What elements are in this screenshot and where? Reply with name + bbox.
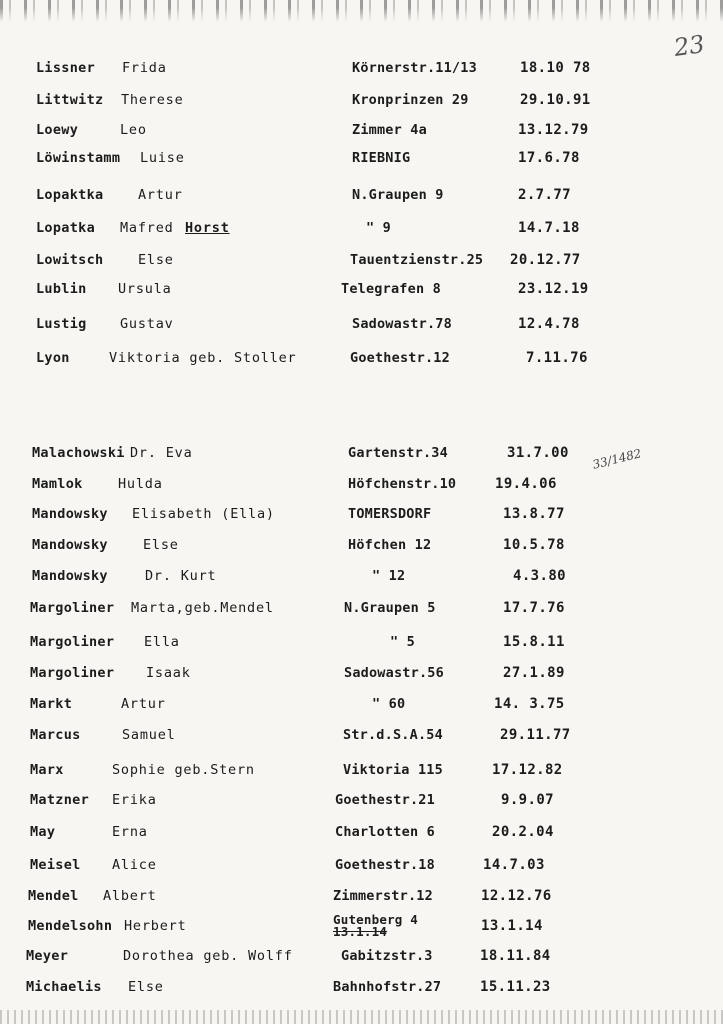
surname: Mandowsky [32, 537, 108, 553]
address: Höfchen 12 [348, 537, 432, 553]
surname: Lissner [36, 60, 95, 76]
page-number: 23 [672, 30, 707, 62]
address: Sadowastr.78 [352, 316, 452, 332]
surname: Mendelsohn [28, 918, 113, 934]
birth-date: 14.7.18 [518, 220, 580, 236]
list-row [0, 445, 723, 469]
surname: Meisel [30, 857, 81, 873]
list-row [0, 537, 723, 561]
birth-date: 18.11.84 [480, 948, 551, 964]
birth-date: 2.7.77 [518, 187, 571, 203]
surname: Marcus [30, 727, 81, 743]
surname: Mandowsky [32, 506, 108, 522]
given-name: Ursula [118, 281, 172, 297]
birth-date: 13.1.14 [481, 918, 543, 934]
address: Viktoria 115 [343, 762, 443, 778]
given-name: Dr. Kurt [145, 568, 217, 584]
given-name: Isaak [146, 665, 191, 681]
address: Charlotten 6 [335, 824, 435, 840]
birth-date: 27.1.89 [503, 665, 565, 681]
list-row [0, 316, 723, 340]
given-name: Hulda [118, 476, 163, 492]
birth-date: 19.4.06 [495, 476, 557, 492]
address: Telegrafen 8 [341, 281, 441, 297]
list-row [0, 979, 723, 1003]
given-name: Luise [140, 150, 185, 166]
given-name: Therese [121, 92, 184, 108]
surname: Littwitz [36, 92, 104, 108]
list-row [0, 727, 723, 751]
scan-top-edge [0, 0, 723, 22]
list-row [0, 60, 723, 84]
address: Kronprinzen 29 [352, 92, 469, 108]
surname: Margoliner [30, 634, 115, 650]
address: TOMERSDORF [348, 506, 432, 522]
list-row [0, 824, 723, 848]
given-name: Leo [120, 122, 147, 138]
list-row [0, 476, 723, 500]
birth-date: 4.3.80 [513, 568, 566, 584]
list-row [0, 350, 723, 374]
given-name: Viktoria geb. Stoller [109, 350, 297, 366]
list-row [0, 220, 723, 244]
address: Zimmerstr.12 [333, 888, 433, 904]
surname: Lopaktka [36, 187, 104, 203]
address: Goethestr.21 [335, 792, 435, 808]
surname: Markt [30, 696, 73, 712]
address-struck: 13.1.14 [333, 924, 388, 939]
address: N.Graupen 9 [352, 187, 444, 203]
address: Gabitzstr.3 [341, 948, 433, 964]
address: Str.d.S.A.54 [343, 727, 443, 743]
list-row [0, 252, 723, 276]
list-row [0, 792, 723, 816]
given-name: Herbert [124, 918, 187, 934]
given-name: Sophie geb.Stern [112, 762, 255, 778]
address: " 60 [372, 696, 406, 712]
list-row [0, 187, 723, 211]
list-row [0, 506, 723, 530]
given-name: Else [143, 537, 179, 553]
surname: Margoliner [30, 600, 115, 616]
surname: Mandowsky [32, 568, 108, 584]
birth-date: 23.12.19 [518, 281, 589, 297]
given-name: Dr. Eva [130, 445, 193, 461]
given-name: Samuel [122, 727, 176, 743]
birth-date: 17.12.82 [492, 762, 563, 778]
list-row [0, 600, 723, 624]
surname: Lopatka [36, 220, 95, 236]
birth-date: 13.12.79 [518, 122, 589, 138]
surname: Lublin [36, 281, 87, 297]
birth-date: 12.12.76 [481, 888, 552, 904]
given-name: Artur [121, 696, 166, 712]
birth-date: 15.8.11 [503, 634, 565, 650]
given-name-second: Horst [185, 220, 230, 236]
birth-date: 15.11.23 [480, 979, 551, 995]
birth-date: 29.11.77 [500, 727, 571, 743]
address: Goethestr.18 [335, 857, 435, 873]
given-name: Alice [112, 857, 157, 873]
list-row [0, 665, 723, 689]
address: Gutenberg 4 [333, 912, 418, 927]
birth-date: 12.4.78 [518, 316, 580, 332]
given-name: Else [138, 252, 174, 268]
birth-date: 31.7.00 [507, 445, 569, 461]
address: RIEBNIG [352, 150, 411, 166]
given-name: Elisabeth (Ella) [132, 506, 275, 522]
birth-date: 17.6.78 [518, 150, 580, 166]
surname: Lowitsch [36, 252, 104, 268]
birth-date: 14. 3.75 [494, 696, 565, 712]
address: Höfchenstr.10 [348, 476, 457, 492]
surname: Malachowski [32, 445, 125, 461]
birth-date: 13.8.77 [503, 506, 565, 522]
address: " 9 [366, 220, 391, 236]
address: Körnerstr.11/13 [352, 60, 477, 76]
list-row [0, 150, 723, 174]
surname: Mamlok [32, 476, 83, 492]
given-name: Mafred [120, 220, 174, 236]
given-name: Else [128, 979, 164, 995]
birth-date: 29.10.91 [520, 92, 591, 108]
birth-date: 9.9.07 [501, 792, 554, 808]
surname: Lyon [36, 350, 70, 366]
list-row [0, 92, 723, 116]
surname: Marx [30, 762, 64, 778]
surname: May [30, 824, 56, 840]
given-name: Frida [122, 60, 167, 76]
address: N.Graupen 5 [344, 600, 436, 616]
given-name: Marta,geb.Mendel [131, 600, 274, 616]
list-row [0, 281, 723, 305]
address: Zimmer 4a [352, 122, 427, 138]
given-name: Dorothea geb. Wolff [123, 948, 293, 964]
list-row [0, 888, 723, 912]
list-row [0, 762, 723, 786]
list-row [0, 634, 723, 658]
surname: Matzner [30, 792, 89, 808]
address: Sadowastr.56 [344, 665, 444, 681]
birth-date: 14.7.03 [483, 857, 545, 873]
given-name: Albert [103, 888, 157, 904]
surname: Mendel [28, 888, 79, 904]
address: Bahnhofstr.27 [333, 979, 442, 995]
margin-note: 33/1482 [591, 446, 643, 472]
given-name: Ella [144, 634, 180, 650]
surname: Margoliner [30, 665, 115, 681]
given-name: Gustav [120, 316, 174, 332]
birth-date: 20.2.04 [492, 824, 554, 840]
list-row [0, 122, 723, 146]
list-row [0, 912, 723, 942]
surname: Meyer [26, 948, 69, 964]
address: Gartenstr.34 [348, 445, 448, 461]
birth-date: 7.11.76 [526, 350, 588, 366]
address: " 12 [372, 568, 406, 584]
birth-date: 17.7.76 [503, 600, 565, 616]
given-name: Artur [138, 187, 183, 203]
birth-date: 20.12.77 [510, 252, 581, 268]
surname: Michaelis [26, 979, 102, 995]
surname: Löwinstamm [36, 150, 121, 166]
surname: Loewy [36, 122, 79, 138]
address: Goethestr.12 [350, 350, 450, 366]
birth-date: 10.5.78 [503, 537, 565, 553]
list-row [0, 857, 723, 881]
list-row [0, 568, 723, 592]
list-row [0, 948, 723, 972]
given-name: Erna [112, 824, 148, 840]
surname: Lustig [36, 316, 87, 332]
address: " 5 [390, 634, 415, 650]
list-row [0, 696, 723, 720]
address: Tauentzienstr.25 [350, 252, 484, 268]
given-name: Erika [112, 792, 157, 808]
scan-bottom-edge [0, 1010, 723, 1024]
birth-date: 18.10 78 [520, 60, 591, 76]
